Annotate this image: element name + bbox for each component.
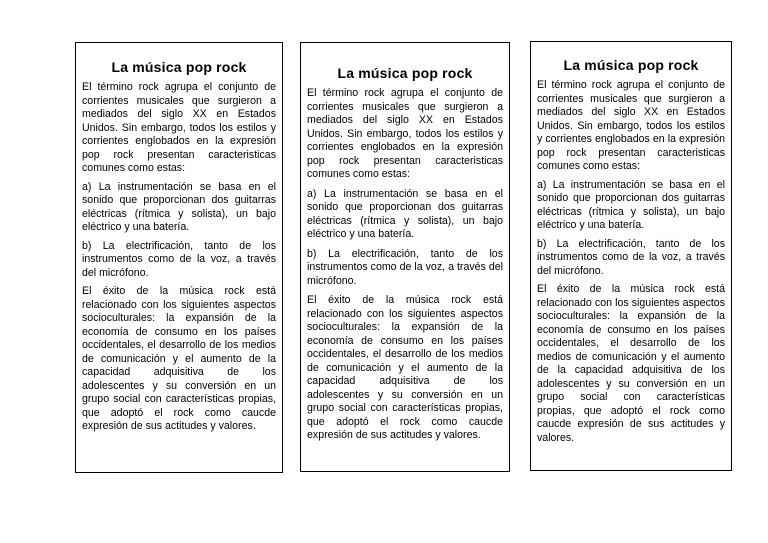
info-card-3 [530,41,732,471]
success-paragraph: El éxito de la música rock está relacionado con los siguientes aspectos socioculturales: la expansión de la economía de consumo en los países occidentales, el desarrollo de los medios de comunicación y el aumento de la capacidad adquisitiva de los adolescentes y su conversión en un grupo social con características propias, que adoptó el rock como caucde expresión de sus actitudes y valores. [82,285,276,432]
instrumentation-paragraph: a) La instrumentación se basa en el sonido que proporcionan dos guitarras eléctricas (rítmica y solista), un bajo eléctrico y una batería. [307,187,503,240]
intro-paragraph: El término rock agrupa el conjunto de corrientes musicales que surgieron a mediados del siglo XX en Estados Unidos. Sin embargo, todos los estilos y corrientes englobados en la expresión pop rock presentan caracteristicas comunes como estas: [307,87,503,180]
card-title: La música pop rock [111,59,247,75]
instrumentation-paragraph: a) La instrumentación se basa en el sonido que proporcionan dos guitarras eléctricas (rítmica y solista), un bajo eléctrico y una batería. [82,180,276,233]
instrumentation-paragraph: a) La instrumentación se basa en el sonido que proporcionan dos guitarras eléctricas (rítmica y solista), un bajo eléctrico y una batería. [537,178,725,231]
electrification-paragraph: b) La electrificación, tanto de los instrumentos como de la voz, a través del micrófono. [307,247,503,287]
card-title: La música pop rock [337,65,473,81]
intro-paragraph: El término rock agrupa el conjunto de corrientes musicales que surgieron a mediados del siglo XX en Estados Unidos. Sin embargo, todos los estilos y corrientes englobados en la expresión pop rock presentan caracteristicas comunes como estas: [82,81,276,174]
intro-paragraph: El término rock agrupa el conjunto de corrientes musicales que surgieron a mediados del siglo XX en Estados Unidos. Sin embargo, todos los estilos y corrientes englobados en la expresión pop rock presentan caracteristicas comunes como estas: [537,79,725,172]
info-card-2 [300,42,510,472]
card-title: La música pop rock [563,57,699,73]
success-paragraph: El éxito de la música rock está relacionado con los siguientes aspectos socioculturales: la expansión de la economía de consumo en los países occidentales, el desarrollo de los medios de comunicación y el aumento de la capacidad adquisitiva de los adolescentes y su conversión en un grupo social con características propias, que adoptó el rock como caucde expresión de sus actitudes y valores. [307,294,503,441]
info-card-1 [75,42,283,473]
success-paragraph: El éxito de la música rock está relacionado con los siguientes aspectos socioculturales: la expansión de la economía de consumo en los países occidentales, el desarrollo de los medios de comunicación y el aumento de la capacidad adquisitiva de los adolescentes y su conversión en un grupo social con características propias, que adoptó el rock como caucde expresión de sus actitudes y valores. [537,283,725,444]
electrification-paragraph: b) La electrificación, tanto de los instrumentos como de la voz, a través del micrófono. [537,237,725,277]
electrification-paragraph: b) La electrificación, tanto de los instrumentos como de la voz, a través del micrófono. [82,239,276,279]
